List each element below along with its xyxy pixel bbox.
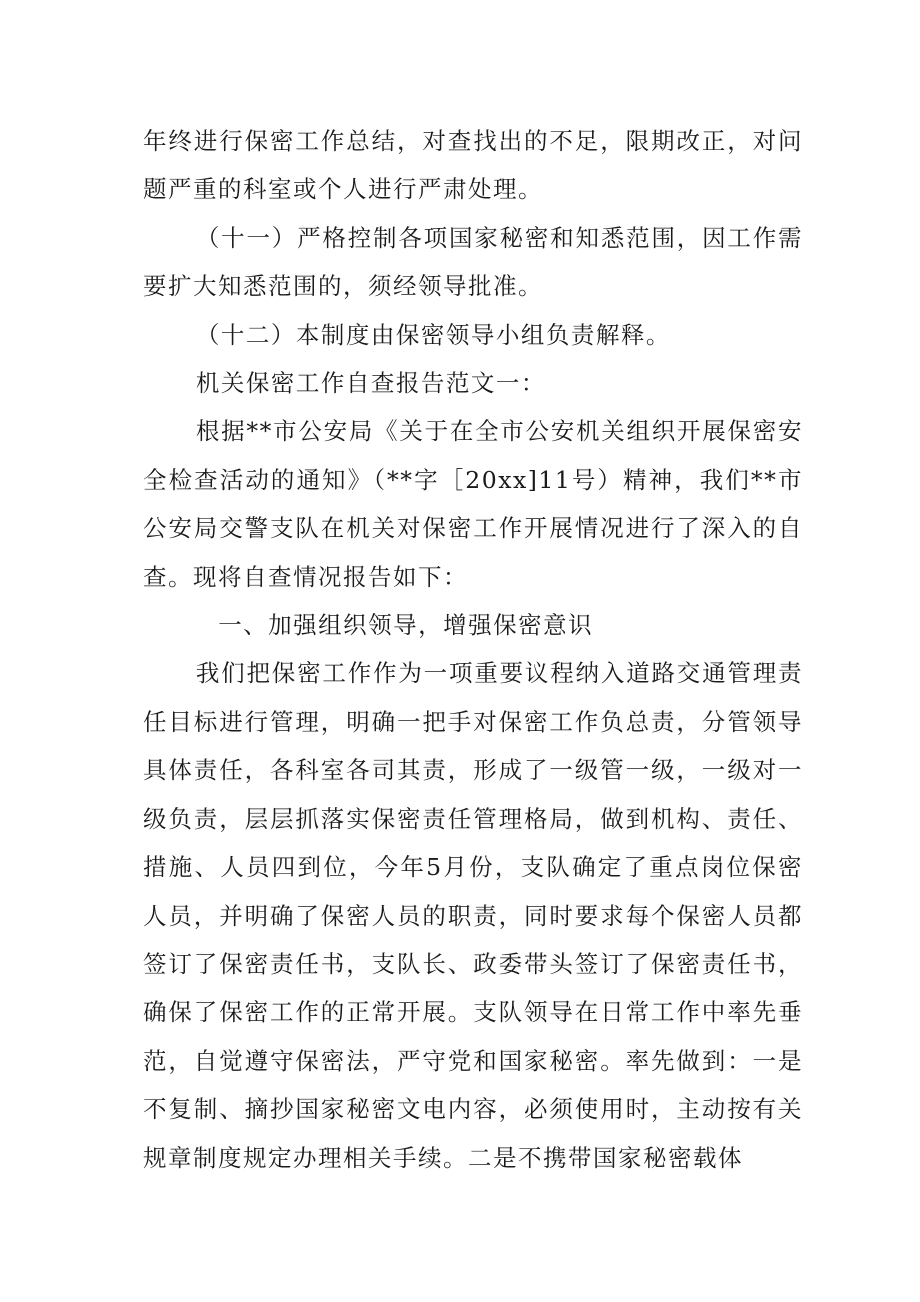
paragraph-item-11: （十一）严格控制各项国家秘密和知悉范围，因工作需要扩大知悉范围的，须经领导批准。 bbox=[143, 223, 803, 301]
paragraph-continuation: 年终进行保密工作总结，对查找出的不足，限期改正，对问题严重的科室或个人进行严肃处理。 bbox=[143, 127, 803, 204]
document-body bbox=[143, 117, 803, 1182]
paragraph-intro: 根据**市公安局《关于在全市公安机关组织开展保密安全检查活动的通知》（**字［20xx]11号）精神，我们**市公安局交警支队在机关对保密工作开展情况进行了深入的自查。现将自查情况报告如下： bbox=[143, 417, 803, 591]
paragraph-body: 我们把保密工作作为一项重要议程纳入道路交通管理责任目标进行管理，明确一把手对保密工作负总责，分管领导具体责任，各科室各司其责，形成了一级管一级，一级对一级负责，层层抓落实保密责任管理格局，做到机构、责任、措施、人员四到位，今年5月份，支队确定了重点岗位保密人员，并明确了保密人员的职责，同时要求每个保密人员都签订了保密责任书，支队长、政委带头签订了保密责任书，确保了保密工作的正常开展。支队领导在日常工作中率先垂范，自觉遵守保密法，严守党和国家秘密。率先做到：一是不复制、摘抄国家秘密文电内容，必须使用时，主动按有关规章制度规定办理相关手续。二是不携带国家秘密载体 bbox=[143, 659, 803, 1172]
paragraph-item-12: （十二）本制度由保密领导小组负责解释。 bbox=[195, 320, 671, 349]
section-title: 机关保密工作自查报告范文一： bbox=[195, 369, 546, 398]
section-heading: 一、加强组织领导，增强保密意识 bbox=[218, 611, 594, 640]
